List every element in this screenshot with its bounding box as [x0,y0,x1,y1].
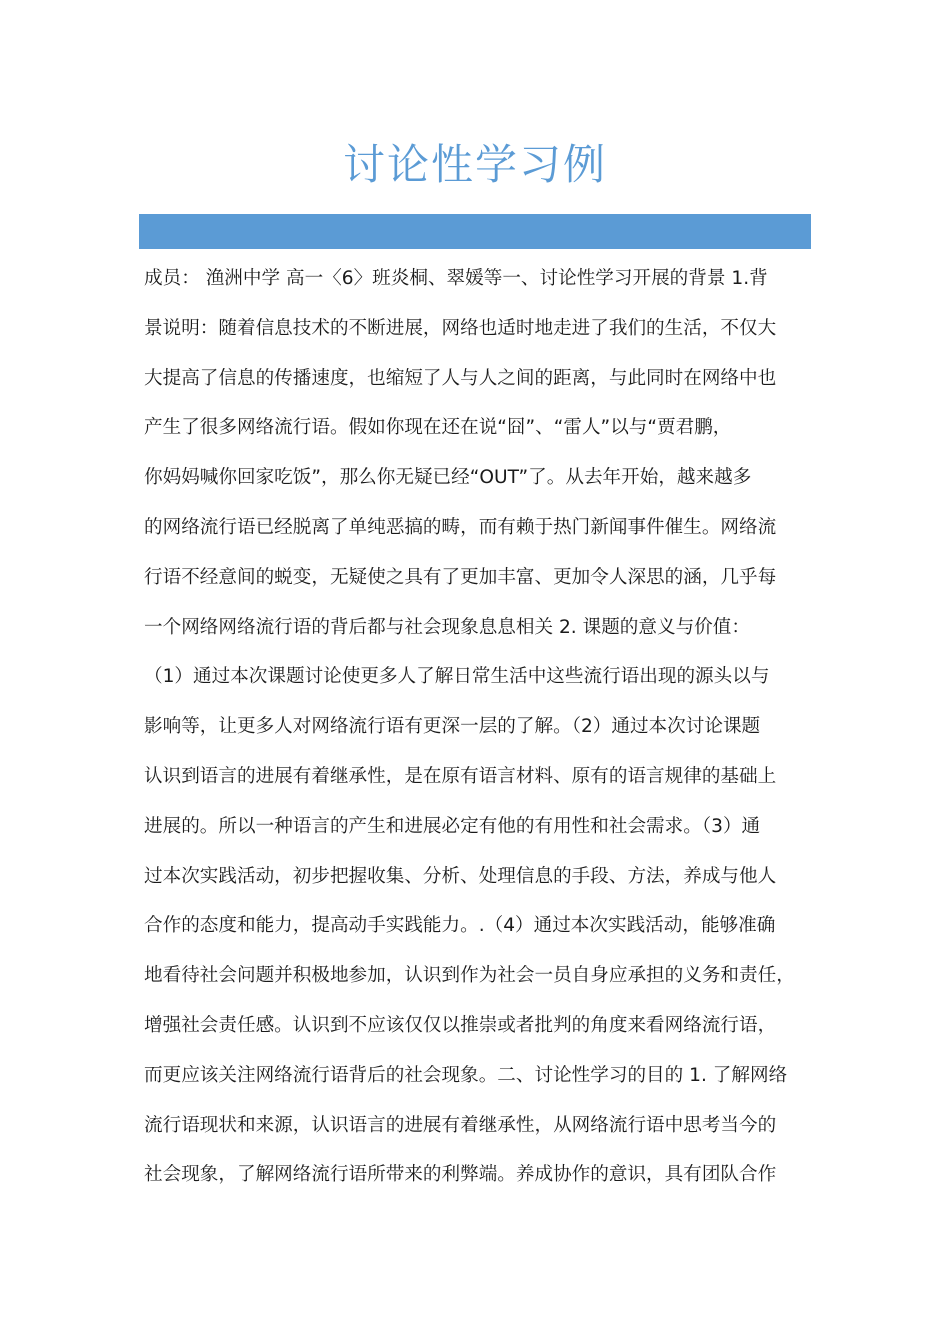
body-line: 大提高了信息的传播速度，也缩短了人与人之间的距离，与此同时在网络中也 [144,367,777,389]
body-line: 的网络流行语已经脱离了单纯恶搞的畴，而有赖于热门新闻事件催生。网络流 [144,516,777,538]
body-line: 一个网络网络流行语的背后都与社会现象息息相关 2. 课题的意义与价值： [144,616,750,638]
document-body [144,254,812,1200]
body-line: （1）通过本次课题讨论使更多人了解日常生活中这些流行语出现的源头以与 [144,666,770,688]
body-line: 合作的态度和能力，提高动手实践能力。.（4）通过本次实践活动，能够准确 [144,915,776,937]
body-line: 流行语现状和来源，认识语言的进展有着继承性，从网络流行语中思考当今的 [144,1114,777,1136]
page-title: 讨论性学习例 [342,140,607,189]
body-line: 行语不经意间的蜕变，无疑使之具有了更加丰富、更加令人深思的涵，几乎每 [144,566,777,588]
body-line: 社会现象，了解网络流行语所带来的利弊端。养成协作的意识，具有团队合作 [144,1164,777,1186]
body-line: 你妈妈喊你回家吃饭”，那么你无疑已经“OUT”了。从去年开始，越来越多 [144,467,752,489]
body-line: 增强社会责任感。认识到不应该仅仅以推崇或者批判的角度来看网络流行语， [144,1014,777,1036]
body-line: 而更应该关注网络流行语背后的社会现象。二、讨论性学习的目的 1. 了解网络 [144,1064,788,1086]
body-line: 成员： 渔洲中学 高一〈6〉班炎桐、翠媛等一、讨论性学习开展的背景 1.背 [144,268,768,289]
body-line: 地看待社会问题并积极地参加，认识到作为社会一员自身应承担的义务和责任， [144,965,795,987]
title-accent-bar [139,214,811,249]
body-line: 产生了很多网络流行语。假如你现在还在说“囧”、“雷人”以与“贾君鹏， [144,417,732,439]
body-line: 影响等，让更多人对网络流行语有更深一层的了解。（2）通过本次讨论课题 [144,716,761,738]
body-line: 进展的。所以一种语言的产生和进展必定有他的有用性和社会需求。（3）通 [144,815,761,837]
body-line: 过本次实践活动，初步把握收集、分析、处理信息的手段、方法，养成与他人 [144,865,777,887]
body-line: 认识到语言的进展有着继承性，是在原有语言材料、原有的语言规律的基础上 [144,765,777,787]
body-line: 景说明：随着信息技术的不断进展，网络也适时地走进了我们的生活，不仅大 [144,317,777,339]
